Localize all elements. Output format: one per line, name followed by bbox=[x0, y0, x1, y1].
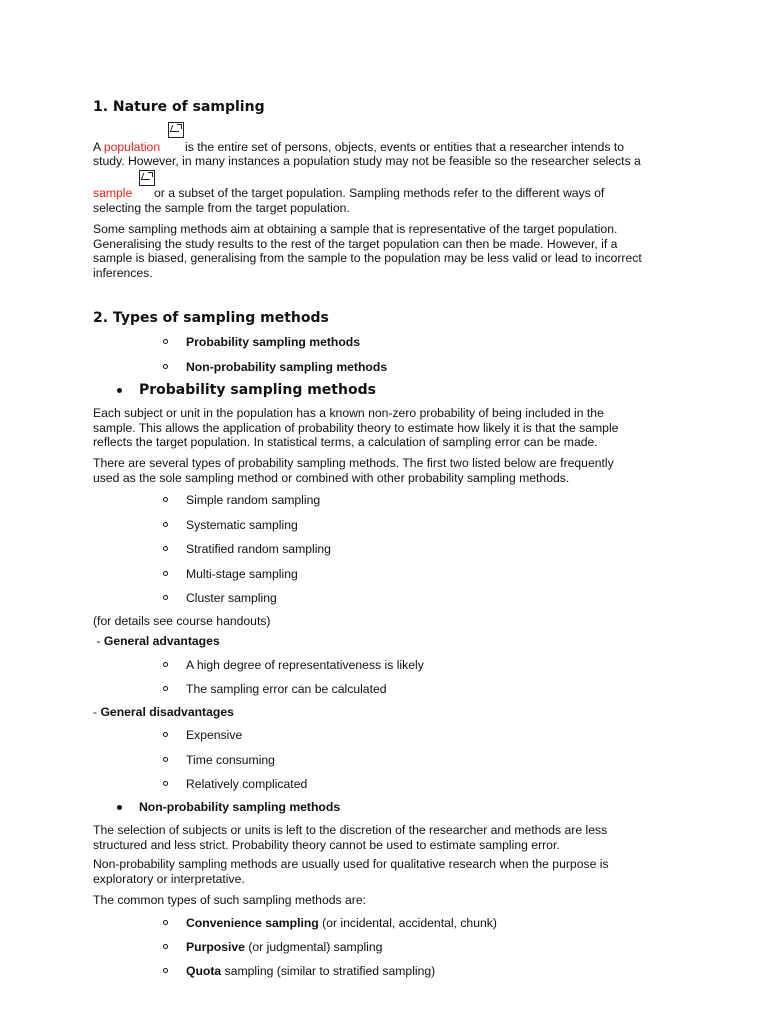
link-population[interactable]: population bbox=[103, 140, 161, 154]
text-line: study. However, in many instances a population study may not be feasible so the researcher selects a bbox=[93, 154, 641, 168]
list-item: Non-probability sampling methods bbox=[186, 359, 387, 375]
list-item: Multi-stage sampling bbox=[186, 566, 298, 582]
paragraph-sample-line bbox=[93, 186, 683, 201]
circle-bullet-icon bbox=[163, 595, 168, 600]
circle-bullet-icon bbox=[163, 522, 168, 527]
link-sample[interactable]: sample bbox=[93, 186, 133, 200]
note-handouts: (for details see course handouts) bbox=[93, 614, 271, 628]
text-line: structured and less strict. Probability theory cannot be used to estimate sampling error. bbox=[93, 837, 560, 852]
bullet-dot-icon bbox=[117, 388, 122, 393]
text-line: Generalising the study results to the rest of the target population can then be made. However, if a bbox=[93, 236, 618, 251]
label-disadvantages: - General disadvantages bbox=[93, 705, 234, 719]
text-line: exploratory or interpretative. bbox=[93, 871, 245, 886]
circle-bullet-icon bbox=[163, 920, 168, 925]
list-item: Quota sampling (similar to stratified sampling) bbox=[186, 963, 435, 979]
label-advantages: - General advantages bbox=[93, 634, 220, 648]
paragraph-population bbox=[93, 140, 683, 155]
circle-bullet-icon bbox=[163, 662, 168, 667]
text-run: is the entire set of persons, objects, events or entities that a researcher intends to bbox=[185, 140, 624, 154]
list-item: Simple random sampling bbox=[186, 492, 320, 508]
text-line: selecting the sample from the target population. bbox=[93, 201, 350, 215]
embedded-link-icon[interactable] bbox=[139, 170, 155, 186]
list-item: Relatively complicated bbox=[186, 776, 307, 792]
circle-bullet-icon bbox=[163, 944, 168, 949]
circle-bullet-icon bbox=[163, 546, 168, 551]
circle-bullet-icon bbox=[163, 732, 168, 737]
text-line: reflects the target population. In statistical terms, a calculation of sampling error can be made. bbox=[93, 435, 598, 450]
circle-bullet-icon bbox=[163, 968, 168, 973]
list-item: Cluster sampling bbox=[186, 590, 277, 606]
text-line: used as the sole sampling method or combined with other probability sampling methods. bbox=[93, 470, 570, 485]
paragraph-probability-def bbox=[93, 406, 683, 450]
section-heading-nature: 1. Nature of sampling bbox=[93, 99, 265, 115]
text-line: Each subject or unit in the population has a known non-zero probability of being included in the bbox=[93, 406, 604, 420]
circle-bullet-icon bbox=[163, 497, 168, 502]
text-line: The selection of subjects or units is left to the discretion of the researcher and methods are less bbox=[93, 823, 608, 837]
paragraph-representative bbox=[93, 222, 683, 280]
text-run: or a subset of the target population. Sampling methods refer to the different ways of bbox=[154, 186, 605, 200]
circle-bullet-icon bbox=[163, 571, 168, 576]
subheading-probability: Probability sampling methods bbox=[139, 382, 376, 398]
text-line: There are several types of probability sampling methods. The first two listed below are frequently bbox=[93, 456, 614, 470]
paragraph-nonprob-usage bbox=[93, 857, 683, 886]
list-item: The sampling error can be calculated bbox=[186, 681, 387, 697]
circle-bullet-icon bbox=[163, 757, 168, 762]
list-item: Stratified random sampling bbox=[186, 541, 331, 557]
paragraph-probability-types bbox=[93, 456, 683, 485]
list-item: Convenience sampling (or incidental, accidental, chunk) bbox=[186, 915, 497, 931]
list-item: Probability sampling methods bbox=[186, 334, 360, 350]
paragraph-nonprob-def bbox=[93, 823, 683, 852]
list-item: A high degree of representativeness is likely bbox=[186, 657, 424, 673]
text-line: sample. This allows the application of probability theory to estimate how likely it is that the sample bbox=[93, 420, 619, 435]
circle-bullet-icon bbox=[163, 686, 168, 691]
circle-bullet-icon bbox=[163, 781, 168, 786]
subheading-nonprobability: Non-probability sampling methods bbox=[139, 800, 341, 814]
text-line: Some sampling methods aim at obtaining a sample that is representative of the target population. bbox=[93, 222, 618, 236]
list-item: Purposive (or judgmental) sampling bbox=[186, 939, 382, 955]
text-line: Non-probability sampling methods are usually used for qualitative research when the purpose is bbox=[93, 857, 609, 871]
bullet-dot-icon bbox=[117, 805, 122, 810]
text-run: A bbox=[93, 140, 104, 154]
text-line: sample is biased, generalising from the sample to the population may be less valid or lead to incorrect bbox=[93, 251, 642, 266]
text-line: inferences. bbox=[93, 265, 153, 280]
circle-bullet-icon bbox=[163, 339, 168, 344]
text-line: The common types of such sampling methods are: bbox=[93, 893, 366, 907]
circle-bullet-icon bbox=[163, 364, 168, 369]
list-item: Expensive bbox=[186, 727, 242, 743]
list-item: Systematic sampling bbox=[186, 517, 298, 533]
list-item: Time consuming bbox=[186, 752, 275, 768]
section-heading-types: 2. Types of sampling methods bbox=[93, 310, 329, 326]
embedded-link-icon[interactable] bbox=[168, 122, 184, 138]
